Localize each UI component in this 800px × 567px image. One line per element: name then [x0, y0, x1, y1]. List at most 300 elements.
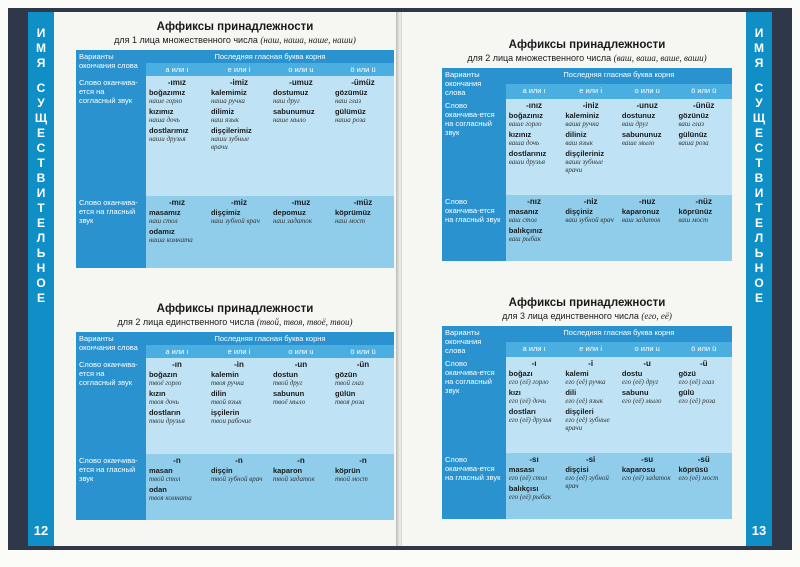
- turkish-word: köprümüz: [334, 208, 371, 217]
- affix-cell: [562, 195, 619, 261]
- translation: наш стол: [148, 217, 178, 225]
- translation: ваше мыло: [621, 139, 655, 147]
- sidebar-letter: Т: [37, 156, 45, 170]
- affix-cell: [146, 196, 208, 268]
- suffix: -miz: [230, 198, 247, 207]
- table-row: [442, 357, 732, 453]
- affix-cell: [208, 358, 270, 454]
- variants-label: Варианты окончания слова: [442, 68, 506, 99]
- sidebar-letter: И: [754, 26, 764, 40]
- translation: его (её) стол: [508, 474, 548, 482]
- turkish-word: gülün: [334, 389, 356, 398]
- affix-cell: [619, 195, 676, 261]
- affix-section: [76, 302, 394, 520]
- suffix: -unuz: [636, 101, 658, 110]
- turkish-word: odan: [148, 485, 167, 494]
- translation: твоя дочь: [148, 398, 179, 406]
- sidebar-letter: Е: [36, 291, 45, 305]
- turkish-word: kalemin: [210, 370, 239, 379]
- variants-label: Варианты окончания слова: [76, 50, 146, 76]
- suffix: -mız: [168, 198, 185, 207]
- translation: его (её) рыбак: [508, 493, 552, 501]
- translation: ваш глаз: [678, 120, 704, 128]
- sidebar-letter: Л: [754, 231, 764, 245]
- translation: его (её) роза: [678, 397, 716, 405]
- affix-cell: [270, 196, 332, 268]
- suffix: -sı: [529, 455, 539, 464]
- section-heading: [442, 296, 732, 322]
- suffix: -ın: [172, 360, 182, 369]
- translation: твоя ручка: [210, 379, 244, 387]
- translation: ваша ручка: [565, 120, 599, 128]
- affix-table: [76, 332, 394, 520]
- sidebar-letter: С: [36, 141, 46, 155]
- turkish-word: dostları: [508, 407, 536, 416]
- turkish-word: balıkçınız: [508, 226, 543, 235]
- section-title: Аффиксы принадлежности: [508, 39, 666, 51]
- affix-table: [442, 326, 732, 519]
- affix-cell: [619, 357, 676, 453]
- translation: наш задаток: [272, 217, 313, 225]
- suffix: -si: [585, 455, 596, 464]
- suffix: -in: [234, 360, 244, 369]
- turkish-word: kızınız: [508, 130, 532, 139]
- affix-cell: [619, 99, 676, 195]
- turkish-word: kızı: [508, 388, 521, 397]
- pronouns: (твой, твоя, твоё, твои): [256, 317, 353, 327]
- turkish-word: gözün: [334, 370, 358, 379]
- suffix: -n: [235, 456, 243, 465]
- row-label: Слово оканчива-ется на согласный звук: [442, 357, 506, 453]
- sidebar-letter: Ь: [36, 246, 46, 260]
- sidebar-letter: В: [36, 171, 46, 185]
- affix-cell: [270, 454, 332, 520]
- sidebar-letter: М: [754, 41, 764, 55]
- sidebar-title: [28, 26, 54, 306]
- header-row: [76, 50, 394, 63]
- right-sidebar: [746, 12, 772, 546]
- vowel-column-header: ö или ü: [332, 63, 394, 76]
- translation: ваши зубные врачи: [565, 158, 603, 174]
- suffix: -u: [643, 359, 651, 368]
- translation: его (её) мост: [678, 474, 719, 482]
- turkish-word: dişçilerimiz: [210, 126, 252, 135]
- suffix: -müz: [353, 198, 373, 207]
- affix-cell: [675, 99, 732, 195]
- table-row: [76, 76, 394, 196]
- suffix: -su: [641, 455, 654, 464]
- translation: наше горло: [148, 97, 183, 105]
- table-row: [442, 99, 732, 195]
- translation: твоя роза: [334, 398, 365, 406]
- sidebar-title: [746, 26, 772, 306]
- section-title: Аффиксы принадлежности: [508, 297, 666, 309]
- sidebar-letter: Н: [754, 261, 764, 275]
- affix-table: [76, 50, 394, 268]
- section-heading: [442, 38, 732, 64]
- translation: ваша роза: [678, 139, 709, 147]
- vowel-column-header: e или i: [562, 342, 619, 358]
- translation: твой глаз: [334, 379, 364, 387]
- turkish-word: köprünüz: [678, 207, 713, 216]
- affix-cell: [506, 99, 563, 195]
- turkish-word: dostun: [272, 370, 298, 379]
- sidebar-letter: О: [754, 276, 764, 290]
- row-label: Слово оканчива-ется на гласный звук: [442, 453, 506, 519]
- turkish-word: kaparosu: [621, 465, 656, 474]
- suffix: -ı: [531, 359, 537, 368]
- row-label: Слово оканчива-ется на согласный звук: [76, 76, 146, 196]
- suffix: -muz: [291, 198, 311, 207]
- right-page: [402, 12, 772, 546]
- vowel-column-header: a или ı: [506, 84, 563, 100]
- vowel-column-header: a или ı: [146, 63, 208, 76]
- sidebar-letter: Я: [36, 56, 46, 70]
- translation: его (её) друзья: [508, 416, 552, 424]
- table-row: [442, 453, 732, 519]
- sidebar-letter: Е: [754, 216, 763, 230]
- affix-table: [442, 68, 732, 261]
- turkish-word: boğazınız: [508, 111, 543, 120]
- translation: его (её) язык: [565, 397, 604, 405]
- translation: твой стол: [148, 475, 181, 483]
- turkish-word: dili: [565, 388, 577, 397]
- vowel-column-header: e или i: [562, 84, 619, 100]
- affix-cell: [270, 358, 332, 454]
- suffix: -un: [294, 360, 308, 369]
- turkish-word: dostumuz: [272, 88, 309, 97]
- turkish-word: dişçileriniz: [565, 149, 605, 158]
- sidebar-letter: У: [755, 96, 763, 110]
- sidebar-letter: И: [36, 186, 46, 200]
- vowel-header: Последняя гласная буква корня: [146, 332, 394, 345]
- affix-cell: [332, 358, 394, 454]
- sidebar-letter: Щ: [752, 111, 766, 125]
- translation: наш язык: [210, 116, 239, 124]
- section-title: Аффиксы принадлежности: [156, 21, 314, 33]
- turkish-word: dişçiniz: [565, 207, 593, 216]
- sidebar-letter: Н: [36, 261, 46, 275]
- turkish-word: kaleminiz: [565, 111, 600, 120]
- turkish-word: sabunumuz: [272, 107, 315, 116]
- affix-cell: [675, 453, 732, 519]
- translation: наше мыло: [272, 116, 306, 124]
- translation: твой мост: [334, 475, 368, 483]
- subtitle-text: для 1 лица множественного числа: [114, 35, 258, 45]
- vowel-column-header: ö или ü: [675, 84, 732, 100]
- sidebar-letter: Т: [755, 201, 763, 215]
- table-row: [76, 196, 394, 268]
- translation: наша роза: [334, 116, 366, 124]
- suffix: -nız: [527, 197, 541, 206]
- turkish-word: kızımız: [148, 107, 174, 116]
- table-row: [76, 454, 394, 520]
- translation: наша комната: [148, 236, 193, 244]
- turkish-word: gözümüz: [334, 88, 368, 97]
- vowel-column-header: o или u: [619, 84, 676, 100]
- turkish-word: dostlarınız: [508, 149, 547, 158]
- affix-cell: [332, 196, 394, 268]
- page-number: 13: [751, 523, 767, 538]
- turkish-word: kaparon: [272, 466, 303, 475]
- vowel-column-header: e или i: [208, 63, 270, 76]
- affix-cell: [562, 357, 619, 453]
- pronouns: (ваш, ваша, ваше, ваши): [613, 53, 707, 63]
- variants-label: Варианты окончания слова: [442, 326, 506, 357]
- translation: ваш мост: [678, 216, 709, 224]
- translation: твоё мыло: [272, 398, 306, 406]
- suffix: -imiz: [229, 78, 249, 87]
- turkish-word: kalemimiz: [210, 88, 247, 97]
- affix-cell: [675, 357, 732, 453]
- suffix: -n: [297, 456, 305, 465]
- row-label: Слово оканчива-ется на согласный звук: [76, 358, 146, 454]
- translation: его (её) задаток: [621, 474, 671, 482]
- vowel-column-header: a или ı: [506, 342, 563, 358]
- sidebar-letter: С: [754, 81, 764, 95]
- row-label: Слово оканчива-ется на согласный звук: [442, 99, 506, 195]
- section-subtitle: [442, 310, 732, 322]
- turkish-word: dilimiz: [210, 107, 235, 116]
- sidebar-letter: Я: [754, 56, 764, 70]
- affix-cell: [208, 76, 270, 196]
- turkish-word: kaparonuz: [621, 207, 660, 216]
- section-subtitle: [76, 316, 394, 328]
- turkish-word: masası: [508, 465, 535, 474]
- turkish-word: sabunu: [621, 388, 649, 397]
- sidebar-letter: И: [36, 26, 46, 40]
- suffix: -ınız: [526, 101, 543, 110]
- turkish-word: dostu: [621, 369, 643, 378]
- turkish-word: boğazı: [508, 369, 533, 378]
- variants-label: Варианты окончания слова: [76, 332, 146, 358]
- sidebar-letter: С: [36, 81, 46, 95]
- translation: наш друг: [272, 97, 300, 105]
- turkish-word: boğazımız: [148, 88, 186, 97]
- sidebar-letter: Щ: [34, 111, 48, 125]
- translation: ваши друзья: [508, 158, 545, 166]
- affix-cell: [675, 195, 732, 261]
- turkish-word: köprün: [334, 466, 361, 475]
- turkish-word: odamız: [148, 227, 175, 236]
- vowel-column-header: o или u: [270, 63, 332, 76]
- vowel-header: Последняя гласная буква корня: [146, 50, 394, 63]
- suffix: -ün: [356, 360, 370, 369]
- sidebar-letter: Е: [754, 126, 763, 140]
- suffix: -n: [173, 456, 181, 465]
- translation: наш зубной врач: [210, 217, 260, 225]
- header-row: [76, 332, 394, 345]
- turkish-word: işçilerin: [210, 408, 240, 417]
- translation: его (её) зубные врачи: [565, 416, 610, 432]
- suffix: -nüz: [695, 197, 712, 206]
- turkish-word: dişçisi: [565, 465, 589, 474]
- turkish-word: köprüsü: [678, 465, 709, 474]
- translation: его (её) горло: [508, 378, 549, 386]
- affix-cell: [146, 76, 208, 196]
- affix-cell: [146, 454, 208, 520]
- sidebar-letter: У: [37, 96, 45, 110]
- section-heading: [76, 20, 394, 46]
- row-label: Слово оканчива-ется на гласный звук: [76, 196, 146, 268]
- pronouns: (наш, наша, наше, наши): [260, 35, 356, 45]
- suffix: -niz: [583, 197, 598, 206]
- turkish-word: dostunuz: [621, 111, 656, 120]
- suffix: -ünüz: [693, 101, 715, 110]
- suffix: -ümüz: [351, 78, 375, 87]
- affix-cell: [270, 76, 332, 196]
- sidebar-letter: Т: [37, 201, 45, 215]
- turkish-word: kızın: [148, 389, 166, 398]
- turkish-word: sabunun: [272, 389, 305, 398]
- affix-cell: [562, 99, 619, 195]
- turkish-word: gülü: [678, 388, 695, 397]
- turkish-word: masan: [148, 466, 173, 475]
- sidebar-letter: В: [754, 171, 764, 185]
- row-label: Слово оканчива-ется на гласный звук: [76, 454, 146, 520]
- translation: ваш язык: [565, 139, 593, 147]
- header-row: [442, 326, 732, 342]
- subtitle-text: для 3 лица единственного числа: [502, 311, 639, 321]
- suffix: -i: [588, 359, 594, 368]
- turkish-word: balıkçısı: [508, 484, 539, 493]
- turkish-word: boğazın: [148, 370, 178, 379]
- translation: ваш рыбак: [508, 235, 541, 243]
- turkish-word: masanız: [508, 207, 539, 216]
- subtitle-text: для 2 лица единственного числа: [117, 317, 255, 327]
- affix-cell: [506, 453, 563, 519]
- suffix: -nuz: [638, 197, 656, 206]
- turkish-word: gülünüz: [678, 130, 708, 139]
- sidebar-letter: О: [36, 276, 46, 290]
- turkish-word: masamız: [148, 208, 181, 217]
- affix-section: [76, 20, 394, 268]
- translation: наш глаз: [334, 97, 361, 105]
- turkish-word: gözünüz: [678, 111, 709, 120]
- turkish-word: dilin: [210, 389, 227, 398]
- turkish-word: dişçin: [210, 466, 233, 475]
- translation: ваш зубной врач: [565, 216, 614, 224]
- sidebar-letter: С: [754, 141, 764, 155]
- suffix: -sü: [697, 455, 710, 464]
- vowel-column-header: ö или ü: [675, 342, 732, 358]
- subtitle-text: для 2 лица множественного числа: [467, 53, 612, 63]
- affix-section: [442, 38, 732, 261]
- affix-cell: [506, 195, 563, 261]
- vowel-column-header: ö или ü: [332, 345, 394, 358]
- turkish-word: sabununuz: [621, 130, 662, 139]
- translation: его (её) зубной врач: [565, 474, 609, 490]
- turkish-word: diliniz: [565, 130, 587, 139]
- translation: твои рабочие: [210, 417, 252, 425]
- translation: твоё горло: [148, 379, 182, 387]
- vowel-column-header: a или ı: [146, 345, 208, 358]
- suffix: -ımız: [167, 78, 187, 87]
- translation: твои друзья: [148, 417, 185, 425]
- turkish-word: gözü: [678, 369, 696, 378]
- translation: ваш стол: [508, 216, 537, 224]
- translation: его (её) дочь: [508, 397, 546, 405]
- translation: ваш друг: [621, 120, 649, 128]
- turkish-word: kalemi: [565, 369, 589, 378]
- section-subtitle: [442, 52, 732, 64]
- translation: наша дочь: [148, 116, 180, 124]
- translation: его (её) друг: [621, 378, 659, 386]
- section-heading: [76, 302, 394, 328]
- translation: твой зубной врач: [210, 475, 263, 483]
- section-subtitle: [76, 34, 394, 46]
- sidebar-letter: Ь: [754, 246, 764, 260]
- translation: его (её) ручка: [565, 378, 606, 386]
- translation: твой задаток: [272, 475, 315, 483]
- affix-section: [442, 296, 732, 519]
- sidebar-letter: И: [754, 186, 764, 200]
- turkish-word: dostların: [148, 408, 181, 417]
- affix-cell: [506, 357, 563, 453]
- vowel-column-header: e или i: [208, 345, 270, 358]
- table-row: [76, 358, 394, 454]
- translation: ваше горло: [508, 120, 542, 128]
- suffix: -iniz: [582, 101, 599, 110]
- affix-cell: [332, 454, 394, 520]
- sidebar-letter: Е: [754, 291, 763, 305]
- page-number: 12: [33, 523, 49, 538]
- turkish-word: dostlarımız: [148, 126, 189, 135]
- translation: его (её) глаз: [678, 378, 715, 386]
- header-row: [442, 68, 732, 84]
- translation: твой друг: [272, 379, 303, 387]
- turkish-word: dişçimiz: [210, 208, 241, 217]
- translation: твой язык: [210, 398, 242, 406]
- affix-cell: [208, 196, 270, 268]
- suffix: -umuz: [289, 78, 313, 87]
- row-label: Слово оканчива-ется на гласный звук: [442, 195, 506, 261]
- translation: наши друзья: [148, 135, 186, 143]
- suffix: -ü: [699, 359, 708, 368]
- section-title: Аффиксы принадлежности: [156, 303, 314, 315]
- affix-cell: [619, 453, 676, 519]
- sidebar-letter: Е: [36, 216, 45, 230]
- vowel-column-header: o или u: [619, 342, 676, 358]
- left-page: [28, 12, 398, 546]
- affix-cell: [562, 453, 619, 519]
- suffix: -n: [359, 456, 367, 465]
- table-row: [442, 195, 732, 261]
- affix-cell: [146, 358, 208, 454]
- left-sidebar: [28, 12, 54, 546]
- translation: твоя комната: [148, 494, 192, 502]
- translation: наши зубные врачи: [210, 135, 250, 151]
- sidebar-letter: Е: [36, 126, 45, 140]
- sidebar-letter: Т: [755, 156, 763, 170]
- affix-cell: [208, 454, 270, 520]
- sidebar-letter: Л: [36, 231, 46, 245]
- sidebar-letter: М: [36, 41, 46, 55]
- pronouns: (его, её): [641, 311, 672, 321]
- turkish-word: dişçileri: [565, 407, 594, 416]
- vowel-column-header: o или u: [270, 345, 332, 358]
- vowel-header: Последняя гласная буква корня: [506, 326, 732, 342]
- translation: его (её) мыло: [621, 397, 662, 405]
- turkish-word: depomuz: [272, 208, 306, 217]
- translation: наша ручка: [210, 97, 245, 105]
- affix-cell: [332, 76, 394, 196]
- translation: ваш задаток: [621, 216, 661, 224]
- translation: наш мост: [334, 217, 366, 225]
- turkish-word: gülümüz: [334, 107, 366, 116]
- vowel-header: Последняя гласная буква корня: [506, 68, 732, 84]
- translation: ваша дочь: [508, 139, 540, 147]
